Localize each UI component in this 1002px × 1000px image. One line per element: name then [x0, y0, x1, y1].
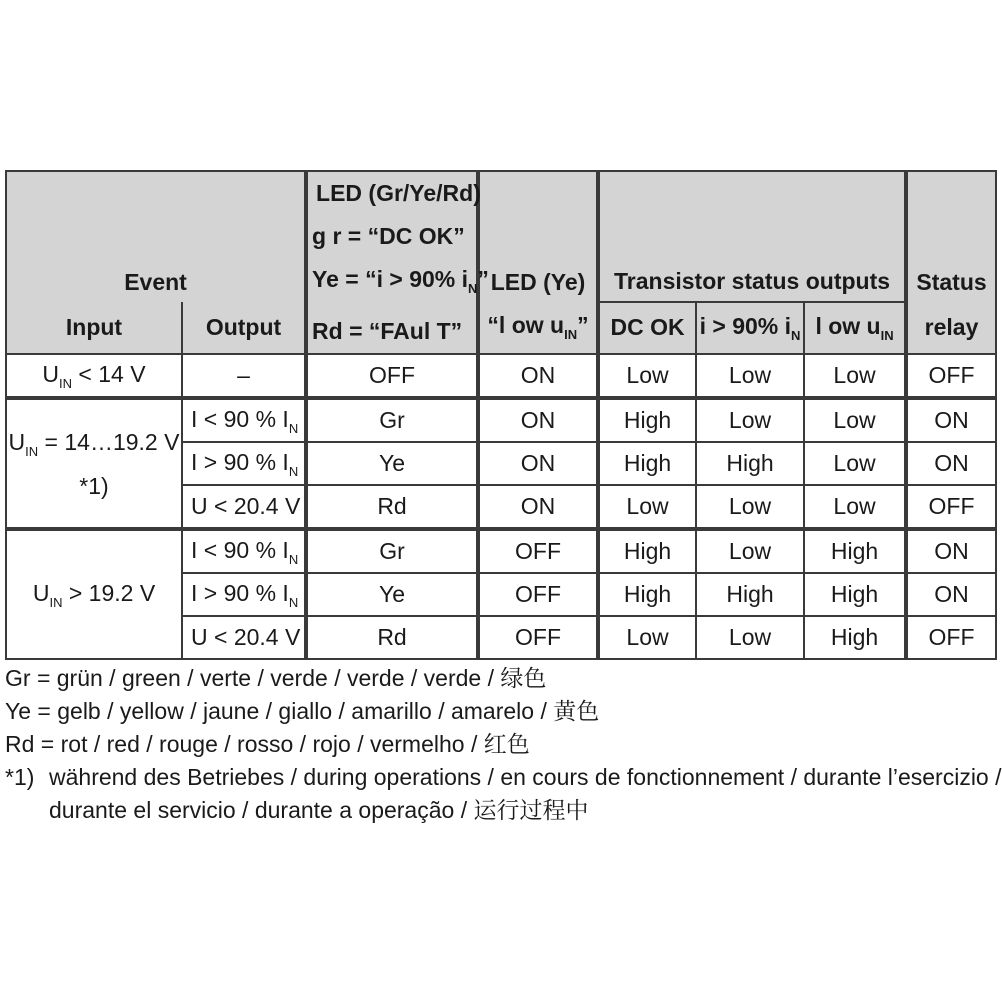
low-u-text: l ow u: [815, 312, 881, 339]
cell-low-u: High: [804, 573, 906, 616]
transistor-title: Transistor status outputs: [614, 267, 891, 294]
cell-output: U < 20.4 V: [182, 485, 306, 529]
status-table: [5, 170, 997, 660]
cell-input-group: [6, 529, 182, 659]
footnote-line-2: durante el servicio / durante a operação / 运行过程中: [49, 797, 589, 823]
header-transistor: [598, 171, 906, 302]
cell-i90: Low: [696, 529, 804, 573]
i90-sub: N: [791, 327, 801, 343]
cell-dc-ok: High: [598, 529, 696, 573]
cell-dc-ok: Low: [598, 354, 696, 398]
cell-led: Rd: [306, 485, 478, 529]
legend-notes: [5, 662, 1002, 827]
status-title: Status: [916, 268, 987, 295]
led-gr-def: g r = “DC OK”: [312, 223, 465, 249]
output-sub: N: [288, 420, 299, 436]
cell-output: [182, 573, 306, 616]
header-led-grye-rd: [306, 171, 489, 354]
i90-text: i > 90% i: [699, 312, 792, 339]
cell-led: Rd: [306, 616, 478, 659]
input-sub: IN: [25, 443, 39, 459]
led-ye-title: LED (Ye): [490, 268, 586, 295]
input-u: U: [32, 579, 50, 606]
led-ye-def-text: Ye = “i > 90% i: [312, 266, 469, 292]
header-low-uin: [478, 302, 598, 354]
input-value: > 19.2 V: [62, 579, 156, 606]
footnote: [5, 761, 1002, 827]
cell-led-ye: ON: [478, 398, 598, 442]
cell-dc-ok: High: [598, 398, 696, 442]
table-row: [6, 354, 996, 398]
cell-dc-ok: High: [598, 573, 696, 616]
led-title: LED (Gr/Ye/Rd): [316, 180, 481, 206]
note-green: Gr = grün / green / verte / verde / verde / verde / 绿色: [5, 665, 547, 691]
cell-low-u: High: [804, 616, 906, 659]
header-input: Input: [6, 302, 182, 354]
cell-low-u: Low: [804, 485, 906, 529]
cell-low-u: Low: [804, 398, 906, 442]
cell-i90: Low: [696, 616, 804, 659]
input-group-line2: *1): [79, 472, 109, 499]
cell-relay: OFF: [906, 485, 996, 529]
low-uin-text: “l ow u: [487, 312, 565, 339]
input-u: U: [8, 428, 26, 455]
cell-led-ye: ON: [478, 354, 598, 398]
cell-i90: High: [696, 442, 804, 485]
led-ye-def: [308, 258, 489, 310]
output-sub: N: [288, 551, 299, 567]
cell-low-u: Low: [804, 442, 906, 485]
table-row: [6, 529, 996, 573]
header-i90: [696, 302, 804, 354]
output-text: I > 90 % I: [191, 448, 289, 475]
led-rd-def: Rd = “FAul T”: [312, 318, 463, 344]
cell-input: [6, 354, 182, 398]
header-event-label: Event: [124, 268, 187, 295]
cell-relay: ON: [906, 573, 996, 616]
note-yellow: Ye = gelb / yellow / jaune / giallo / amarillo / amarelo / 黄色: [5, 698, 600, 724]
cell-relay: ON: [906, 529, 996, 573]
input-u: U: [42, 360, 60, 387]
header-dc-ok: DC OK: [598, 302, 696, 354]
cell-relay: ON: [906, 442, 996, 485]
header-low-u: [804, 302, 906, 354]
table-row: [6, 398, 996, 442]
cell-led-ye: ON: [478, 485, 598, 529]
input-value: < 14 V: [72, 360, 146, 387]
cell-relay: OFF: [906, 616, 996, 659]
header-event: [6, 171, 306, 302]
footnote-text: [49, 761, 1002, 827]
cell-relay: OFF: [906, 354, 996, 398]
output-text: I < 90 % I: [191, 405, 289, 432]
input-group-line1: [7, 425, 181, 469]
cell-i90: Low: [696, 398, 804, 442]
footnote-key: *1): [5, 764, 35, 790]
cell-led-ye: OFF: [478, 573, 598, 616]
cell-output: –: [182, 354, 306, 398]
output-sub: N: [288, 594, 299, 610]
header-relay: relay: [906, 302, 996, 354]
cell-output: U < 20.4 V: [182, 616, 306, 659]
header-status: [906, 171, 996, 302]
cell-output: [182, 398, 306, 442]
output-sub: N: [288, 463, 299, 479]
cell-input-group: [6, 398, 182, 529]
input-sub: IN: [49, 594, 63, 610]
led-legend: [308, 172, 489, 353]
cell-led: Ye: [306, 442, 478, 485]
low-u-sub: IN: [880, 327, 894, 343]
note-red: Rd = rot / red / rouge / rosso / rojo / vermelho / 红色: [5, 731, 530, 757]
cell-output: [182, 442, 306, 485]
cell-low-u: Low: [804, 354, 906, 398]
cell-led: Ye: [306, 573, 478, 616]
header-output: Output: [182, 302, 306, 354]
cell-i90: Low: [696, 354, 804, 398]
header-led-ye: [478, 171, 598, 302]
cell-low-u: High: [804, 529, 906, 573]
cell-i90: High: [696, 573, 804, 616]
low-uin-close: ”: [577, 312, 589, 339]
cell-output: [182, 529, 306, 573]
output-text: I > 90 % I: [191, 579, 289, 606]
cell-dc-ok: High: [598, 442, 696, 485]
input-sub: IN: [59, 375, 73, 391]
led-ye-def-sub: N: [468, 281, 478, 296]
cell-led-ye: OFF: [478, 616, 598, 659]
cell-led: OFF: [306, 354, 478, 398]
cell-led-ye: ON: [478, 442, 598, 485]
footnote-line-1: während des Betriebes / during operations / en cours de fonctionnement / durante l’esercizio /: [49, 764, 1002, 790]
cell-relay: ON: [906, 398, 996, 442]
led-ye-def-close: ”: [477, 266, 489, 292]
cell-led-ye: OFF: [478, 529, 598, 573]
cell-led: Gr: [306, 398, 478, 442]
low-uin-sub: IN: [564, 327, 578, 343]
cell-dc-ok: Low: [598, 616, 696, 659]
cell-i90: Low: [696, 485, 804, 529]
cell-led: Gr: [306, 529, 478, 573]
output-text: I < 90 % I: [191, 536, 289, 563]
input-value: = 14…19.2 V: [38, 428, 180, 455]
cell-dc-ok: Low: [598, 485, 696, 529]
